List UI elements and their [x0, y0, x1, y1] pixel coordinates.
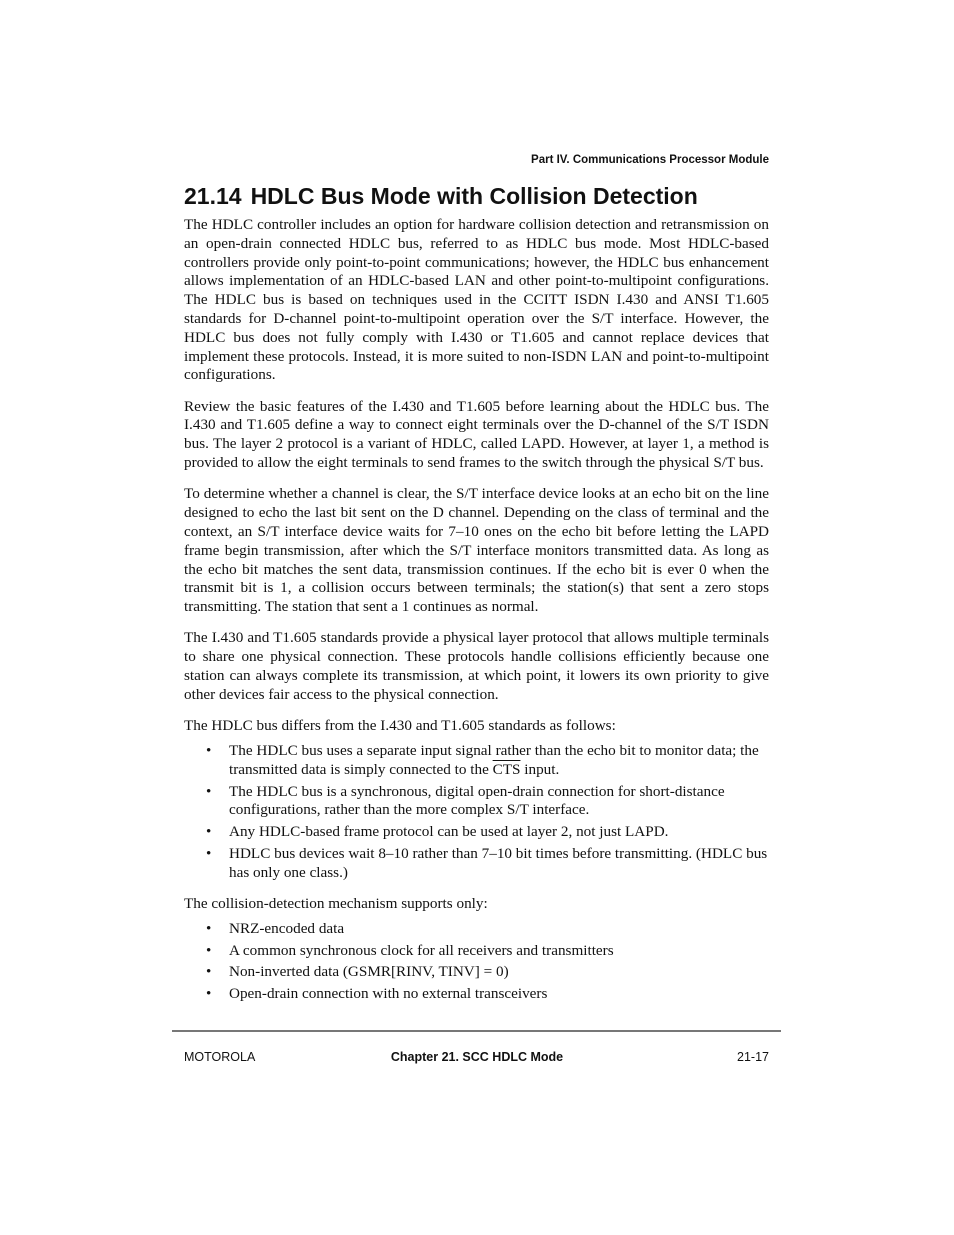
list-item-text: input.	[520, 760, 560, 778]
list-item-text: The HDLC bus uses a separate input signal rather than the echo bit to monitor data; the transmitted data is simply connected to the	[229, 741, 759, 778]
list-item: • Any HDLC-based frame protocol can be used at layer 2, not just LAPD.	[184, 823, 769, 842]
paragraph-standards: The I.430 and T1.605 standards provide a physical layer protocol that allows multiple terminals to share one physical connection. These protocols handle collisions efficiently because one station can always complete its transmission, at which point, it lowers its own priority to give other devices fair access to the physical connection.	[184, 629, 769, 703]
paragraph-intro: The HDLC controller includes an option for hardware collision detection and retransmission on an open-drain connected HDLC bus, referred to as HDLC bus mode. Most HDLC-based controllers provide only point-to-point communications; however, the HDLC bus enhancement allows implementation of an HDLC-based LAN and other point-to-multipoint configurations. The HDLC bus is based on techniques used in the CCITT ISDN I.430 and ANSI T1.605 standards for D-channel point-to-multipoint operation over the S/T interface. However, the HDLC bus does not fully comply with I.430 or T1.605 and cannot replace devices that implement these protocols. Instead, it is more suited to non-ISDN LAN and point-to-multipoint configurations.	[184, 216, 769, 384]
section-title-text: HDLC Bus Mode with Collision Detection	[250, 183, 698, 209]
list-item: • A common synchronous clock for all receivers and transmitters	[184, 942, 769, 961]
differences-list	[184, 742, 769, 883]
paragraph-echo-bit: To determine whether a channel is clear, the S/T interface device looks at an echo bit on the line designed to echo the last bit sent on the D channel. Depending on the class of terminal and the context, an S/T interface device waits for 7–10 ones on the echo bit before letting the LAPD frame begin transmission, after which the S/T interface monitors transmitted data. As long as the echo bit matches the sent data, transmission continues. If the echo bit is ever 0 when the transmit bit is 1, a collision occurs between terminals; the station(s) that sent a zero stops transmitting. The station that sent a 1 continues as normal.	[184, 485, 769, 616]
list-item: • Non-inverted data (GSMR[RINV, TINV] = 0)	[184, 963, 769, 982]
footer-left: MOTOROLA	[184, 1050, 256, 1064]
footer-rule	[172, 1030, 781, 1032]
paragraph-i430-overview: Review the basic features of the I.430 and T1.605 before learning about the HDLC bus. The I.430 and T1.605 define a way to connect eight terminals over the D-channel of the S/T ISDN bus. The layer 2 protocol is a variant of HDLC, called LAPD. However, at layer 1, a method is provided to allow the eight terminals to send frames to the switch through the physical S/T bus.	[184, 397, 769, 472]
list-item: • The HDLC bus is a synchronous, digital open-drain connection for short-distance configurations, rather than the more complex S/T interface.	[184, 783, 769, 821]
list-item: • HDLC bus devices wait 8–10 rather than 7–10 bit times before transmitting. (HDLC bus has only one class.)	[184, 845, 769, 883]
body-text	[184, 216, 769, 1016]
list-item: • NRZ-encoded data	[184, 920, 769, 939]
running-head: Part IV. Communications Processor Module	[531, 154, 769, 166]
paragraph-supports-intro: The collision-detection mechanism supports only:	[184, 895, 488, 912]
supports-list	[184, 920, 769, 1004]
footer-chapter-title: Chapter 21. SCC HDLC Mode	[390, 1050, 564, 1064]
section-title	[184, 181, 698, 211]
paragraph-differences-intro: The HDLC bus differs from the I.430 and T1.605 standards as follows:	[184, 717, 616, 735]
list-item: • Open-drain connection with no external transceivers	[184, 985, 769, 1004]
list-item	[184, 742, 769, 780]
section-number: 21.14	[184, 183, 242, 209]
page-number: 21-17	[737, 1050, 769, 1064]
cts-signal: $\overline{CTS}$	[492, 760, 521, 778]
